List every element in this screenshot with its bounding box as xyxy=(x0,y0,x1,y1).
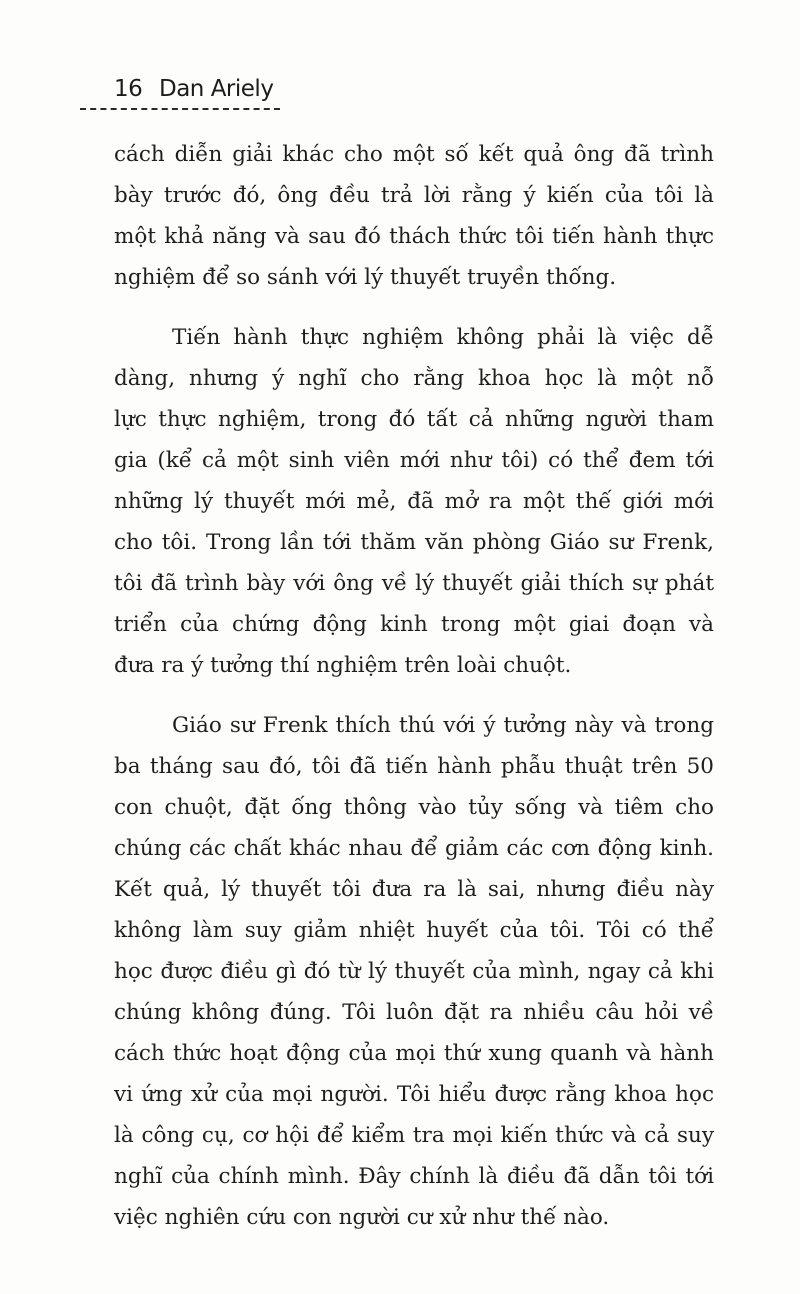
text-line: cách diễn giải khác cho một số kết quả ông đã trình xyxy=(114,142,714,167)
text-line: những lý thuyết mới mẻ, đã mở ra một thế giới mới xyxy=(114,489,714,514)
text-line: bày trước đó, ông đều trả lời rằng ý kiến của tôi là xyxy=(114,183,714,208)
text-line: ba tháng sau đó, tôi đã tiến hành phẫu thuật trên 50 xyxy=(114,754,714,779)
text-line: Tiến hành thực nghiệm không phải là việc dễ xyxy=(172,325,714,350)
text-line: vi ứng xử của mọi người. Tôi hiểu được rằng khoa học xyxy=(114,1082,714,1107)
text-line: tôi đã trình bày với ông về lý thuyết giải thích sự phát xyxy=(114,571,714,596)
text-line: dàng, nhưng ý nghĩ cho rằng khoa học là một nỗ xyxy=(114,366,714,391)
text-line: Giáo sư Frenk thích thú với ý tưởng này và trong xyxy=(172,713,714,738)
body-text xyxy=(114,134,714,1257)
text-line: cho tôi. Trong lần tới thăm văn phòng Giáo sư Frenk, xyxy=(114,530,714,555)
paragraph xyxy=(114,134,714,298)
text-line: cách thức hoạt động của mọi thứ xung quanh và hành xyxy=(114,1041,714,1066)
running-header xyxy=(80,74,280,110)
paragraph xyxy=(114,317,714,686)
text-line: học được điều gì đó từ lý thuyết của mình, ngay cả khi xyxy=(114,959,714,984)
text-line: là công cụ, cơ hội để kiểm tra mọi kiến thức và cả suy xyxy=(114,1123,714,1148)
text-line: gia (kể cả một sinh viên mới như tôi) có thể đem tới xyxy=(114,448,714,473)
text-line: chúng không đúng. Tôi luôn đặt ra nhiều câu hỏi về xyxy=(114,1000,714,1025)
author-name: Dan Ariely xyxy=(159,76,274,102)
text-line: không làm suy giảm nhiệt huyết của tôi. Tôi có thể xyxy=(114,918,714,943)
text-line: Kết quả, lý thuyết tôi đưa ra là sai, nhưng điều này xyxy=(114,877,714,902)
page-number: 16 xyxy=(114,76,143,102)
text-line: đưa ra ý tưởng thí nghiệm trên loài chuột. xyxy=(114,653,572,678)
text-line: việc nghiên cứu con người cư xử như thế nào. xyxy=(114,1205,610,1230)
text-line: con chuột, đặt ống thông vào tủy sống và tiêm cho xyxy=(114,795,714,820)
text-line: lực thực nghiệm, trong đó tất cả những người tham xyxy=(114,407,714,432)
text-line: triển của chứng động kinh trong một giai đoạn và xyxy=(114,612,714,637)
text-line: nghiệm để so sánh với lý thuyết truyền thống. xyxy=(114,265,617,290)
text-line: chúng các chất khác nhau để giảm các cơn động kinh. xyxy=(114,836,714,861)
text-line: một khả năng và sau đó thách thức tôi tiến hành thực xyxy=(114,224,714,249)
paragraph xyxy=(114,705,714,1238)
text-line: nghĩ của chính mình. Đây chính là điều đã dẫn tôi tới xyxy=(114,1164,714,1189)
